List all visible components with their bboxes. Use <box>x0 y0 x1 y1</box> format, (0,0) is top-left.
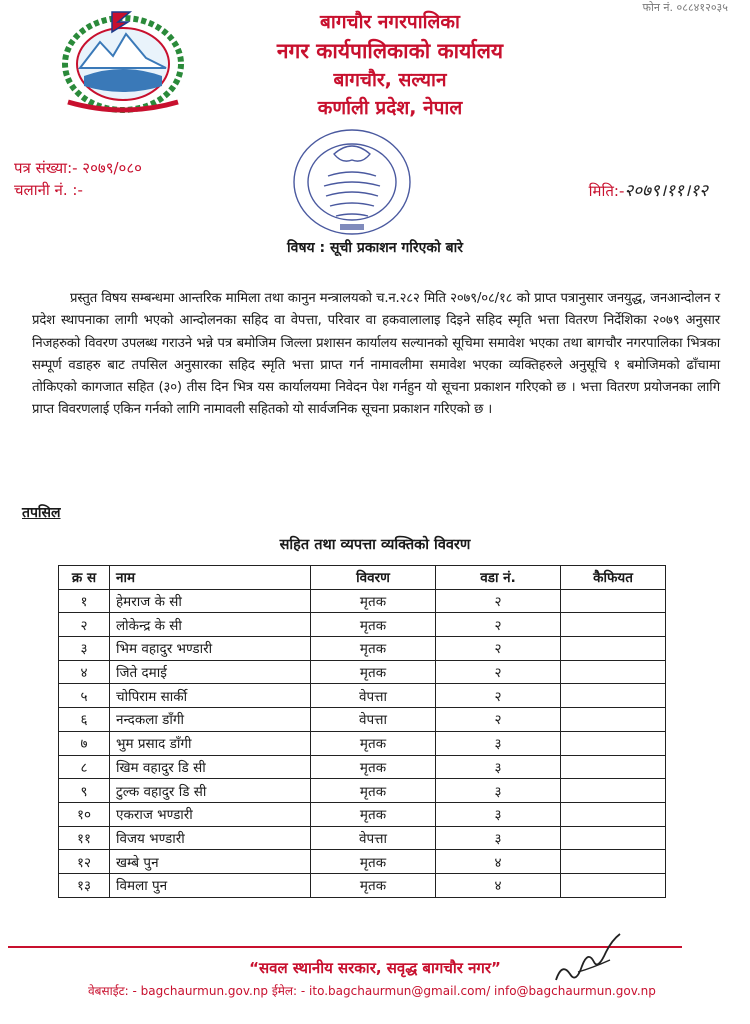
col-ward-header: वडा नं. <box>436 566 561 590</box>
date-label: मिति:- <box>588 182 625 200</box>
table-header-row <box>59 566 666 590</box>
table-row <box>59 731 666 755</box>
cell-name: चोपिराम सार्की <box>110 684 311 708</box>
cell-ward: ३ <box>436 802 561 826</box>
cell-status: मृतक <box>311 850 436 874</box>
cell-status: मृतक <box>311 779 436 803</box>
cell-status: मृतक <box>311 755 436 779</box>
cell-remarks <box>561 708 666 732</box>
cell-remarks <box>561 826 666 850</box>
table-row <box>59 708 666 732</box>
subject-line: विषय : सूची प्रकाशन गरिएको बारे <box>287 240 463 256</box>
cell-status: मृतक <box>311 637 436 661</box>
cell-serial: ३ <box>59 637 110 661</box>
cell-name: टुल्क वहादुर डि सी <box>110 779 311 803</box>
cell-remarks <box>561 755 666 779</box>
cell-remarks <box>561 850 666 874</box>
cell-ward: २ <box>436 613 561 637</box>
office-seal-stamp <box>288 124 416 240</box>
table-title: सहित तथा व्यपत्ता व्यक्तिको विवरण <box>279 537 471 553</box>
table-row <box>59 613 666 637</box>
cell-serial: ११ <box>59 826 110 850</box>
cell-remarks <box>561 873 666 897</box>
table-row <box>59 873 666 897</box>
cell-serial: ४ <box>59 660 110 684</box>
cell-name: एकराज भण्डारी <box>110 802 311 826</box>
cell-ward: २ <box>436 589 561 613</box>
col-status-header: विवरण <box>311 566 436 590</box>
table-row <box>59 684 666 708</box>
cell-name: हेमराज के सी <box>110 589 311 613</box>
cell-remarks <box>561 731 666 755</box>
cell-ward: २ <box>436 660 561 684</box>
cell-ward: ३ <box>436 826 561 850</box>
cell-status: मृतक <box>311 802 436 826</box>
cell-serial: १० <box>59 802 110 826</box>
cell-ward: ४ <box>436 873 561 897</box>
table-row <box>59 637 666 661</box>
nepal-emblem-logo <box>58 6 188 114</box>
footer-contact: वेबसाईट: - bagchaurmun.gov.np ईमेल: - ito.bagchaurmun@gmail.com/ info@bagchaurmun.gov.np <box>88 984 656 998</box>
cell-name: भुम प्रसाद डाँगी <box>110 731 311 755</box>
cell-serial: १ <box>59 589 110 613</box>
notice-body: प्रस्तुत विषय सम्बन्धमा आन्तरिक मामिला तथा कानुन मन्त्रालयको च.न.२८२ मिति २०७९/०८/१८ को प्राप्त पत्रानुसार जनयुद्ध, जनआन्दोलन र प्रदेश स्थापनाका लागी भएको आन्दोलनका सहिद वा वेपत्ता, परिवार वा हकवालालाइ दिइने सहिद स्मृति भत्ता वितरण निर्देशिका २०७९ अनुसार निजहरुको विवरण उपलब्ध गराउने भन्ने पत्र बमोजिम जिल्ला प्रशासन कार्यालय सल्यानको सूचिमा समावेश भएका तथा बागचौर नगरपालिका भित्रका सम्पूर्ण वडाहरु बाट तपसिल अनुसारका सहिद स्मृति भत्ता प्राप्त गर्न नामावलीमा समावेश भएका व्यक्तिहरुले अनुसूचि १ बमोजिमको ढाँचामा तोकिएको कागजात सहित (३०) तीस दिन भित्र यस कार्यालयमा निवेदन पेश गर्नहुन यो सूचना प्रकाशन गरिएको छ । भत्ता वितरण प्रयोजनका लागि प्राप्त विवरणलाई एकिन गर्नको लागि नामावली सहितको यो सार्वजनिक सूचना प्रकाशन गरिएको छ । <box>32 291 720 418</box>
cell-serial: १२ <box>59 850 110 874</box>
cell-name: भिम वहादुर भण्डारी <box>110 637 311 661</box>
col-remarks-header: कैफियत <box>561 566 666 590</box>
cell-serial: ६ <box>59 708 110 732</box>
cell-remarks <box>561 802 666 826</box>
cell-serial: ८ <box>59 755 110 779</box>
cell-name: खम्बे पुन <box>110 850 311 874</box>
col-serial-header: क्र स <box>59 566 110 590</box>
dispatch-number: चलानी नं. :- <box>14 181 83 199</box>
martyrs-table <box>58 565 666 898</box>
cell-status: वेपत्ता <box>311 826 436 850</box>
table-row <box>59 755 666 779</box>
cell-ward: २ <box>436 708 561 732</box>
cell-status: मृतक <box>311 873 436 897</box>
cell-status: वेपत्ता <box>311 708 436 732</box>
cell-ward: ३ <box>436 779 561 803</box>
cell-name: नन्दकला डाँगी <box>110 708 311 732</box>
fax-number: फोन नं. ०८८४१२०३५ <box>642 1 728 14</box>
date-value: २०७९।११।१२ <box>624 181 708 201</box>
cell-serial: ५ <box>59 684 110 708</box>
letter-date <box>589 178 708 201</box>
cell-name: विमला पुन <box>110 873 311 897</box>
table-row <box>59 779 666 803</box>
cell-serial: ७ <box>59 731 110 755</box>
cell-ward: २ <box>436 637 561 661</box>
cell-ward: २ <box>436 684 561 708</box>
cell-name: जिते दमाई <box>110 660 311 684</box>
cell-status: मृतक <box>311 589 436 613</box>
cell-name: लोकेन्द्र के सी <box>110 613 311 637</box>
cell-status: मृतक <box>311 660 436 684</box>
col-name-header: नाम <box>110 566 311 590</box>
cell-status: मृतक <box>311 613 436 637</box>
table-row <box>59 802 666 826</box>
footer-slogan: “सवल स्थानीय सरकार, सवृद्ध बागचौर नगर” <box>249 959 501 977</box>
office-location: बागचौर, सल्यान <box>333 69 447 91</box>
cell-ward: ४ <box>436 850 561 874</box>
cell-remarks <box>561 684 666 708</box>
cell-remarks <box>561 589 666 613</box>
cell-remarks <box>561 660 666 684</box>
cell-name: विजय भण्डारी <box>110 826 311 850</box>
cell-ward: ३ <box>436 755 561 779</box>
cell-serial: २ <box>59 613 110 637</box>
table-row <box>59 850 666 874</box>
province-country: कर्णाली प्रदेश, नेपाल <box>317 97 463 119</box>
cell-serial: १३ <box>59 873 110 897</box>
table-row <box>59 589 666 613</box>
cell-ward: ३ <box>436 731 561 755</box>
details-label: तपसिल <box>22 505 61 521</box>
cell-remarks <box>561 613 666 637</box>
cell-status: वेपत्ता <box>311 684 436 708</box>
reference-number: पत्र संख्या:- २०७९/०८० <box>14 159 142 177</box>
cell-remarks <box>561 637 666 661</box>
municipality-name: बागचौर नगरपालिका <box>320 11 460 33</box>
cell-serial: ९ <box>59 779 110 803</box>
office-name: नगर कार्यपालिकाको कार्यालय <box>276 39 504 63</box>
cell-status: मृतक <box>311 731 436 755</box>
table-row <box>59 660 666 684</box>
office-header <box>240 8 540 122</box>
table-row <box>59 826 666 850</box>
cell-remarks <box>561 779 666 803</box>
cell-name: खिम वहादुर डि सी <box>110 755 311 779</box>
